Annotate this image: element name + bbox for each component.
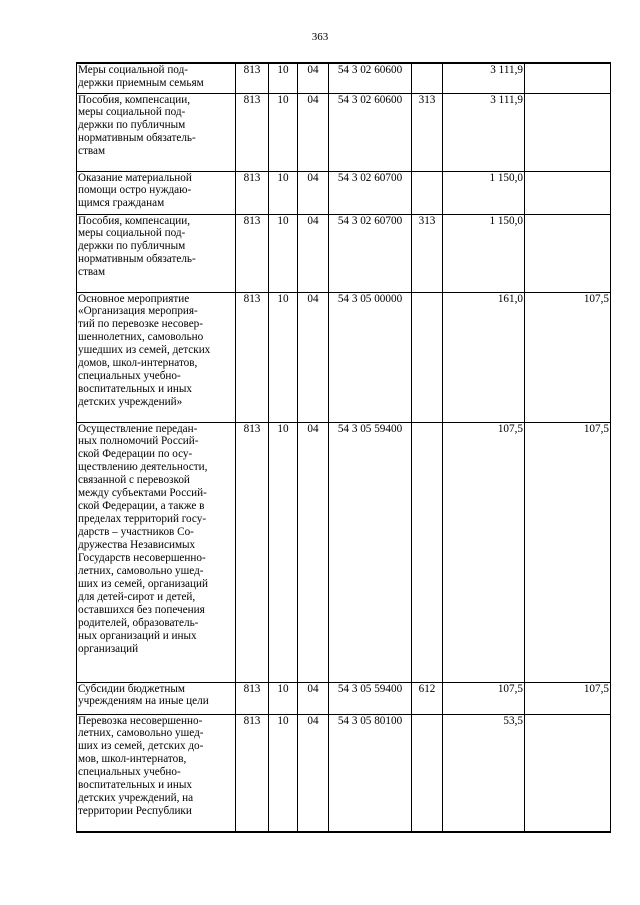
budget-table (76, 62, 611, 833)
target-article: 54 3 02 60700 (329, 214, 412, 292)
page-number: 363 (311, 31, 329, 43)
row-name-line: «Организация мероприя- (78, 305, 198, 318)
amount-col2: 107,5 (525, 422, 611, 682)
target-article: 54 3 02 60600 (329, 93, 412, 171)
amount-col1: 107,5 (443, 422, 525, 682)
row-name-line: Субсидии бюджетным (78, 682, 185, 695)
row-name-line: Государств несовершенно- (78, 552, 206, 565)
amount-col2 (525, 714, 611, 832)
amount-col1: 53,5 (443, 714, 525, 832)
row-name (77, 214, 236, 292)
amount-col1: 161,0 (443, 292, 525, 422)
section-code: 10 (269, 93, 298, 171)
row-name-line: нормативным обязатель- (78, 253, 196, 266)
row-name (77, 422, 236, 682)
section-code: 10 (269, 682, 298, 714)
row-name-line: Осуществление передан- (78, 422, 198, 435)
ministry-code: 813 (236, 214, 269, 292)
table-row (77, 682, 611, 714)
row-name-line: ших из семей, организаций (78, 577, 208, 590)
row-name-line: летних, самовольно ушед- (78, 564, 204, 577)
row-name-line: ствам (78, 145, 106, 158)
row-name-line: нормативным обязатель- (78, 132, 196, 145)
target-article: 54 3 05 00000 (329, 292, 412, 422)
row-name-line: Меры социальной под- (78, 64, 188, 76)
row-name (77, 292, 236, 422)
row-name-line: ской Федерации по осу- (78, 448, 193, 461)
subsection-code: 04 (298, 714, 329, 832)
row-name-line: дружества Независимых (78, 539, 196, 552)
expense-type (412, 714, 443, 832)
target-article: 54 3 02 60600 (329, 63, 412, 93)
row-name-line: специальных учебно- (78, 370, 181, 383)
table-row (77, 93, 611, 171)
target-article: 54 3 05 59400 (329, 682, 412, 714)
row-name (77, 63, 236, 93)
row-name-line: связанной с перевозкой (78, 474, 190, 487)
subsection-code: 04 (298, 422, 329, 682)
subsection-code: 04 (298, 63, 329, 93)
ministry-code: 813 (236, 422, 269, 682)
row-name-line: меры социальной под- (78, 227, 186, 240)
amount-col2 (525, 214, 611, 292)
row-name-line: помощи остро нуждаю- (78, 184, 192, 197)
ministry-code: 813 (236, 171, 269, 214)
row-name-line: Пособия, компенсации, (78, 214, 191, 227)
row-name (77, 171, 236, 214)
row-name-line: учреждениям на иные цели (78, 695, 209, 708)
amount-col2 (525, 63, 611, 93)
row-name (77, 93, 236, 171)
row-name-line: ных организаций и иных (78, 629, 197, 642)
amount-col2: 107,5 (525, 292, 611, 422)
row-name-line: детских учреждений, на (78, 792, 194, 805)
amount-col2 (525, 93, 611, 171)
subsection-code: 04 (298, 171, 329, 214)
row-name-line: оставшихся без попечения (78, 603, 205, 616)
table-row (77, 214, 611, 292)
row-name-line: шеннолетних, самовольно (78, 331, 204, 344)
row-name-line: Пособия, компенсации, (78, 93, 191, 106)
row-name-line: держки по публичным (78, 240, 186, 253)
row-name-line: пределах территорий госу- (78, 513, 207, 526)
row-name (77, 682, 236, 714)
target-article: 54 3 05 59400 (329, 422, 412, 682)
expense-type: 612 (412, 682, 443, 714)
row-name-line: воспитательных и иных (78, 779, 193, 792)
table-row (77, 422, 611, 682)
row-name-line: дарств – участников Со- (78, 526, 194, 539)
row-name-line: держки по публичным (78, 119, 186, 132)
row-name-line: тий по перевозке несовер- (78, 318, 203, 331)
target-article: 54 3 02 60700 (329, 171, 412, 214)
section-code: 10 (269, 63, 298, 93)
ministry-code: 813 (236, 682, 269, 714)
subsection-code: 04 (298, 682, 329, 714)
row-name-line: детских учреждений» (78, 396, 183, 409)
expense-type (412, 292, 443, 422)
section-code: 10 (269, 714, 298, 832)
table-row (77, 292, 611, 422)
expense-type: 313 (412, 93, 443, 171)
row-name-line: ской Федерации, а также в (78, 500, 205, 513)
expense-type (412, 422, 443, 682)
expense-type (412, 171, 443, 214)
row-name (77, 714, 236, 832)
subsection-code: 04 (298, 214, 329, 292)
row-name-line: Оказание материальной (78, 171, 192, 184)
row-name-line: щимся гражданам (78, 197, 165, 210)
amount-col1: 107,5 (443, 682, 525, 714)
row-name-line: для детей-сирот и детей, (78, 590, 196, 603)
row-name-line: мов, школ-интернатов, (78, 753, 187, 766)
row-name-line: ствам (78, 266, 106, 279)
amount-col1: 3 111,9 (443, 93, 525, 171)
section-code: 10 (269, 422, 298, 682)
amount-col2 (525, 171, 611, 214)
amount-col2: 107,5 (525, 682, 611, 714)
section-code: 10 (269, 214, 298, 292)
row-name-line: ушедших из семей, детских (78, 344, 211, 357)
section-code: 10 (269, 292, 298, 422)
row-name-line: держки приемным семьям (78, 76, 204, 89)
row-name-line: ществлению деятельности, (78, 461, 208, 474)
table-body (77, 63, 611, 832)
row-name-line: воспитательных и иных (78, 383, 193, 396)
row-name-line: территории Республики (78, 805, 192, 818)
row-name-line: Основное мероприятие (78, 292, 190, 305)
amount-col1: 3 111,9 (443, 63, 525, 93)
row-name-line: домов, школ-интернатов, (78, 357, 198, 370)
subsection-code: 04 (298, 93, 329, 171)
ministry-code: 813 (236, 714, 269, 832)
row-name-line: между субъектами Россий- (78, 487, 207, 500)
table-row (77, 63, 611, 93)
target-article: 54 3 05 80100 (329, 714, 412, 832)
ministry-code: 813 (236, 63, 269, 93)
row-name-line: организаций (78, 642, 139, 655)
amount-col1: 1 150,0 (443, 214, 525, 292)
expense-type: 313 (412, 214, 443, 292)
row-name-line: меры социальной под- (78, 106, 186, 119)
expense-type (412, 63, 443, 93)
row-name-line: летних, самовольно ушед- (78, 727, 204, 740)
row-name-line: родителей, образователь- (78, 616, 199, 629)
row-name-line: ших из семей, детских до- (78, 740, 204, 753)
row-name-line: ных полномочий Россий- (78, 435, 199, 448)
ministry-code: 813 (236, 292, 269, 422)
section-code: 10 (269, 171, 298, 214)
table-row (77, 171, 611, 214)
row-name-line: специальных учебно- (78, 766, 181, 779)
ministry-code: 813 (236, 93, 269, 171)
row-name-line: Перевозка несовершенно- (78, 714, 203, 727)
table-row (77, 714, 611, 832)
amount-col1: 1 150,0 (443, 171, 525, 214)
subsection-code: 04 (298, 292, 329, 422)
